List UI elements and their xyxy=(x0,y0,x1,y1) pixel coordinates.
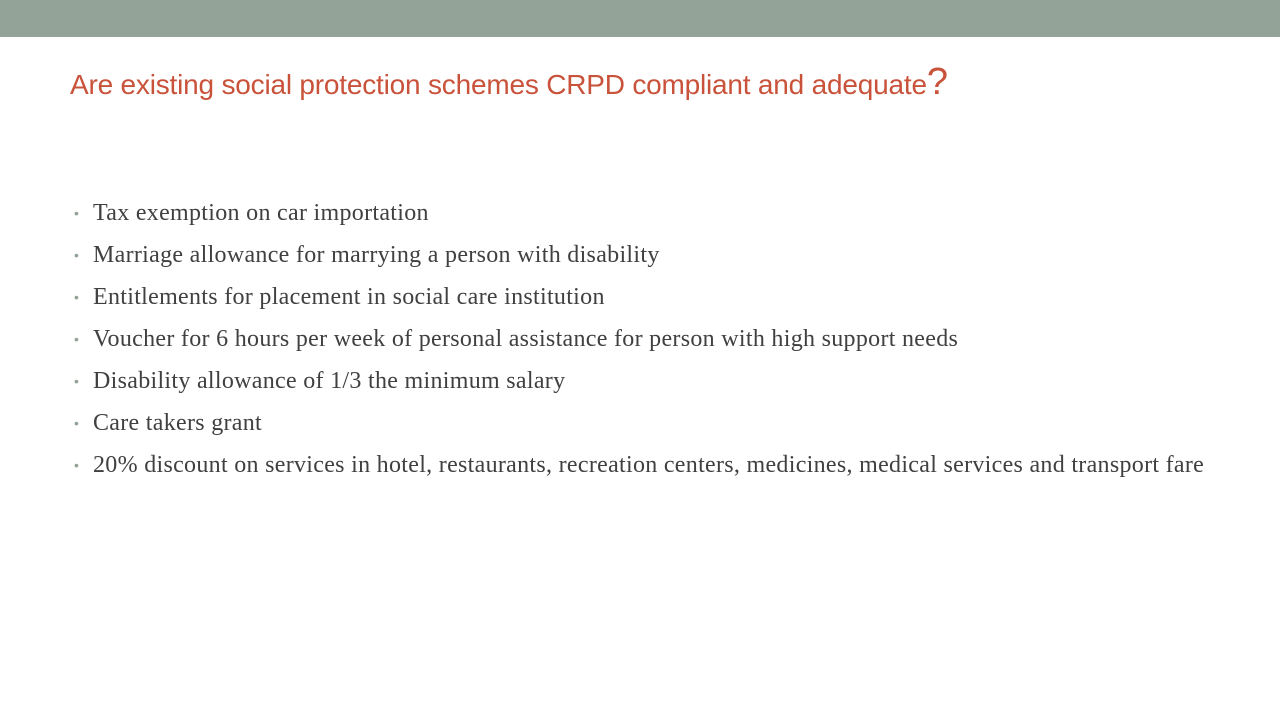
bullet-item xyxy=(74,364,1224,398)
bullet-item xyxy=(74,196,1224,230)
bullet-dot-icon: • xyxy=(74,247,79,263)
bullet-dot-icon: • xyxy=(74,457,79,473)
slide-title xyxy=(70,60,1220,110)
bullet-dot-icon: • xyxy=(74,289,79,305)
bullet-text: 20% discount on services in hotel, restaurants, recreation centers, medicines, medical services and transport fare xyxy=(93,452,1205,478)
bullet-item xyxy=(74,406,1224,440)
bullet-text: Marriage allowance for marrying a person with disability xyxy=(93,242,660,268)
bullet-dot-icon: • xyxy=(74,373,79,389)
bullet-text: Tax exemption on car importation xyxy=(93,200,429,226)
title-question-mark: ? xyxy=(926,61,948,103)
bullet-item xyxy=(74,280,1224,314)
bullet-text: Voucher for 6 hours per week of personal assistance for person with high support needs xyxy=(93,326,959,352)
bullet-dot-icon: • xyxy=(74,415,79,431)
top-accent-bar xyxy=(0,0,1280,37)
bullet-dot-icon: • xyxy=(74,331,79,347)
bullet-dot-icon: • xyxy=(74,205,79,221)
bullet-text: Disability allowance of 1/3 the minimum salary xyxy=(93,368,566,394)
bullet-text: Entitlements for placement in social care institution xyxy=(93,284,605,310)
bullet-item xyxy=(74,238,1224,272)
title-text: Are existing social protection schemes CRPD compliant and adequate xyxy=(70,69,927,100)
bullet-list xyxy=(74,196,1224,490)
bullet-item xyxy=(74,322,1224,356)
bullet-text: Care takers grant xyxy=(93,410,263,436)
bullet-item xyxy=(74,448,1224,482)
